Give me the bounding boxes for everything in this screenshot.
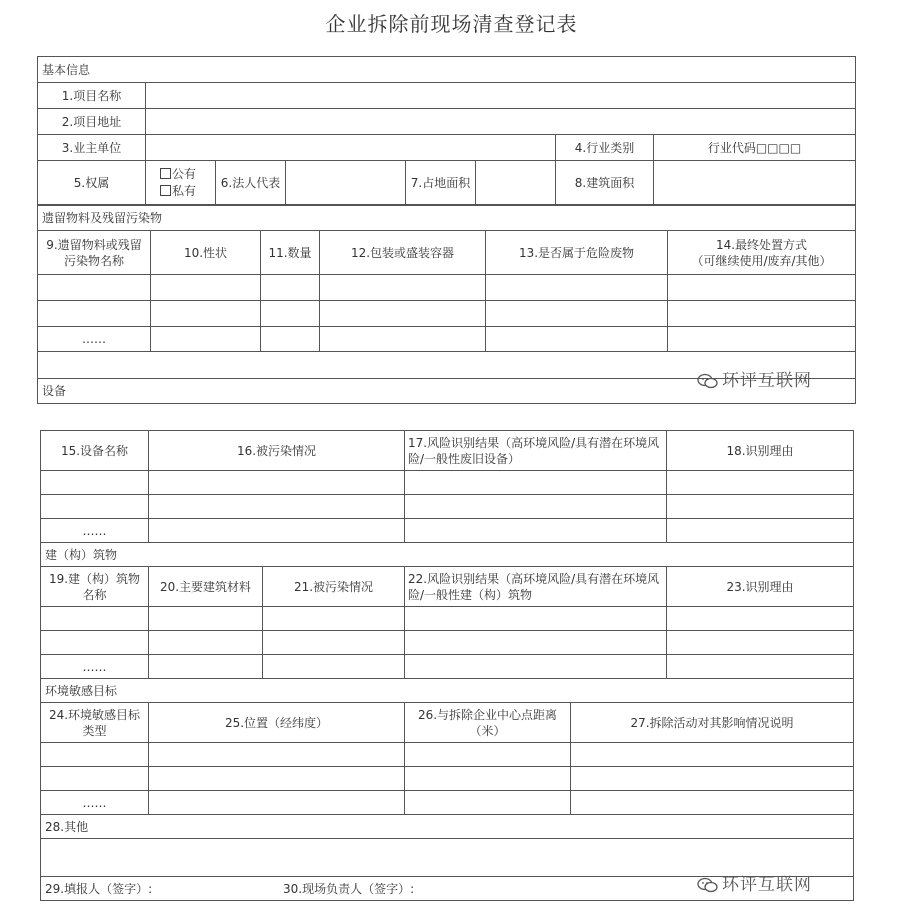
- table-cell[interactable]: [320, 301, 486, 327]
- header-disposal-title: 14.最终处置方式: [715, 237, 808, 252]
- table-cell[interactable]: [41, 495, 149, 519]
- label-project-name: 1.项目名称: [38, 83, 146, 109]
- equipment-table: [40, 430, 854, 679]
- table-cell[interactable]: [571, 767, 854, 791]
- table-cell[interactable]: [667, 495, 854, 519]
- ellipsis: ……: [41, 655, 149, 679]
- table-cell[interactable]: [149, 471, 405, 495]
- site-leader-signature: 30.现场负责人（签字）:: [283, 881, 415, 896]
- table-cell[interactable]: [405, 607, 667, 631]
- table-cell[interactable]: [261, 275, 320, 301]
- project-name-field[interactable]: [146, 83, 856, 109]
- ownership-options: [146, 161, 216, 205]
- table-cell[interactable]: [261, 327, 320, 352]
- owner-unit-field[interactable]: [146, 135, 556, 161]
- table-cell[interactable]: [41, 471, 149, 495]
- section-basic-info: 基本信息: [38, 57, 856, 83]
- table-cell[interactable]: [320, 275, 486, 301]
- table-cell[interactable]: [405, 655, 667, 679]
- header-disposal-note: （可继续使用/废弃/其他）: [691, 253, 832, 268]
- table-cell[interactable]: [486, 327, 668, 352]
- label-building-area: 8.建筑面积: [556, 161, 654, 205]
- table-cell[interactable]: [667, 655, 854, 679]
- table-cell[interactable]: [405, 495, 667, 519]
- header-risk-result: 17.风险识别结果（高环境风险/具有潜在环境风险/一般性废旧设备）: [405, 431, 667, 471]
- filler-signature: 29.填报人（签字）:: [45, 881, 153, 896]
- table-cell[interactable]: [149, 607, 263, 631]
- header-impact: 27.拆除活动对其影响情况说明: [571, 703, 854, 743]
- table-cell[interactable]: [668, 275, 856, 301]
- table-cell[interactable]: [486, 301, 668, 327]
- page-title: 企业拆除前现场清查登记表: [325, 12, 578, 36]
- table-cell[interactable]: [667, 519, 854, 543]
- section-equipment: 设备: [38, 379, 856, 404]
- header-container: 12.包装或盛装容器: [320, 231, 486, 275]
- table-cell[interactable]: [263, 607, 405, 631]
- header-reason: 18.识别理由: [667, 431, 854, 471]
- header-hazardous: 13.是否属于危险废物: [486, 231, 668, 275]
- header-material: 20.主要建筑材料: [149, 567, 263, 607]
- table-cell[interactable]: [38, 301, 151, 327]
- header-state: 10.性状: [151, 231, 261, 275]
- legal-rep-field[interactable]: [286, 161, 406, 205]
- table-cell[interactable]: [149, 791, 405, 815]
- table-cell[interactable]: [151, 275, 261, 301]
- table-cell[interactable]: [151, 301, 261, 327]
- industry-code: 行业代码□□□□: [654, 135, 856, 161]
- section-building: 建（构）筑物: [41, 543, 854, 567]
- watermark: [697, 366, 812, 391]
- table-cell[interactable]: [667, 607, 854, 631]
- table-cell[interactable]: [405, 767, 571, 791]
- table-cell[interactable]: [668, 301, 856, 327]
- label-other: 28.其他: [41, 815, 854, 839]
- project-address-field[interactable]: [146, 109, 856, 135]
- building-area-field[interactable]: [654, 161, 856, 205]
- header-building-risk: 22.风险识别结果（高环境风险/具有潜在环境风险/一般性建（构）筑物: [405, 567, 667, 607]
- section-materials: 遗留物料及残留污染物: [38, 206, 856, 231]
- table-cell[interactable]: [38, 275, 151, 301]
- header-material-name: 9.遗留物料或残留污染物名称: [38, 231, 151, 275]
- table-cell[interactable]: [41, 743, 149, 767]
- public-checkbox[interactable]: [160, 168, 171, 179]
- wechat-icon: [697, 373, 719, 389]
- table-cell[interactable]: [149, 519, 405, 543]
- table-cell[interactable]: [261, 301, 320, 327]
- table-cell[interactable]: [41, 767, 149, 791]
- section-sensitive: 环境敏感目标: [41, 679, 854, 703]
- ellipsis: ……: [41, 791, 149, 815]
- public-label: 公有: [172, 166, 197, 181]
- table-cell[interactable]: [405, 471, 667, 495]
- sensitive-table: [40, 678, 854, 901]
- table-cell[interactable]: [486, 275, 668, 301]
- private-checkbox[interactable]: [160, 185, 171, 196]
- watermark-text: 环评互联网: [722, 875, 812, 895]
- header-distance: 26.与拆除企业中心点距离（米）: [405, 703, 571, 743]
- header-building-name: 19.建（构）筑物名称: [41, 567, 149, 607]
- header-quantity: 11.数量: [261, 231, 320, 275]
- header-building-pollution: 21.被污染情况: [263, 567, 405, 607]
- table-cell[interactable]: [405, 743, 571, 767]
- table-cell[interactable]: [149, 631, 263, 655]
- label-legal-rep: 6.法人代表: [216, 161, 286, 205]
- ellipsis: ……: [38, 327, 151, 352]
- table-cell[interactable]: [263, 631, 405, 655]
- label-project-address: 2.项目地址: [38, 109, 146, 135]
- watermark-text: 环评互联网: [722, 371, 812, 391]
- header-sensitive-type: 24.环境敏感目标类型: [41, 703, 149, 743]
- label-land-area: 7.占地面积: [406, 161, 476, 205]
- table-cell[interactable]: [667, 631, 854, 655]
- table-cell[interactable]: [405, 631, 667, 655]
- table-cell[interactable]: [320, 327, 486, 352]
- header-disposal: [668, 231, 856, 275]
- table-cell[interactable]: [41, 631, 149, 655]
- private-label: 私有: [172, 183, 197, 198]
- ellipsis: ……: [41, 519, 149, 543]
- land-area-field[interactable]: [476, 161, 556, 205]
- table-cell[interactable]: [405, 791, 571, 815]
- table-cell[interactable]: [668, 327, 856, 352]
- table-cell[interactable]: [149, 767, 405, 791]
- header-building-reason: 23.识别理由: [667, 567, 854, 607]
- header-equipment-name: 15.设备名称: [41, 431, 149, 471]
- table-cell[interactable]: [571, 743, 854, 767]
- table-cell[interactable]: [149, 743, 405, 767]
- table-cell[interactable]: [667, 471, 854, 495]
- basic-info-table: [37, 56, 856, 205]
- table-cell[interactable]: [149, 655, 263, 679]
- watermark: [697, 870, 812, 895]
- wechat-icon: [697, 877, 719, 893]
- table-cell[interactable]: [263, 655, 405, 679]
- table-cell[interactable]: [149, 495, 405, 519]
- label-industry-type: 4.行业类别: [556, 135, 654, 161]
- table-cell[interactable]: [405, 519, 667, 543]
- table-cell[interactable]: [151, 327, 261, 352]
- table-cell[interactable]: [571, 791, 854, 815]
- header-location: 25.位置（经纬度）: [149, 703, 405, 743]
- label-owner-unit: 3.业主单位: [38, 135, 146, 161]
- label-ownership: 5.权属: [38, 161, 146, 205]
- table-cell[interactable]: [41, 607, 149, 631]
- header-pollution: 16.被污染情况: [149, 431, 405, 471]
